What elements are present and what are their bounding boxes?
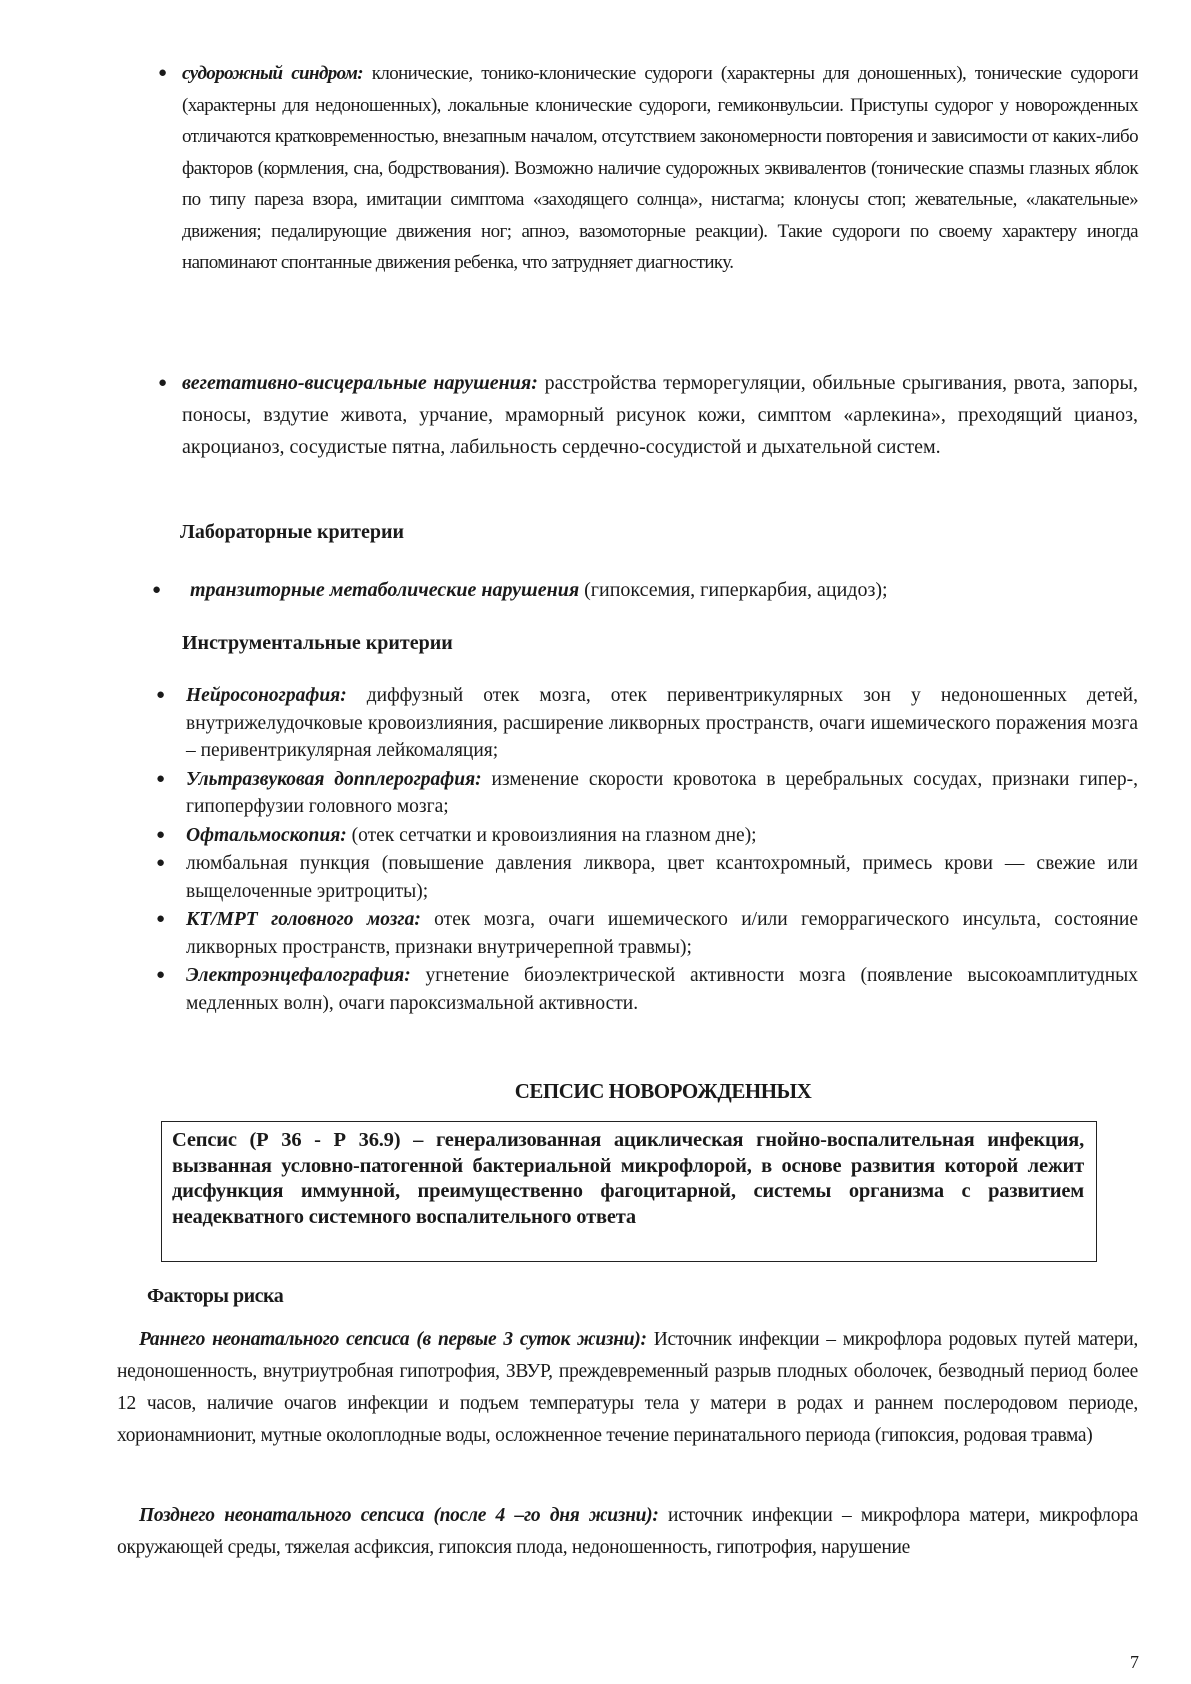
list-item bbox=[156, 850, 1138, 905]
early-text: Источник инфекции – микрофлора родовых путей матери, недоношенность, внутриутробная гипотрофия, ЗВУР, преждевременный разрыв плодных оболочек, безводный период более 12 часов, наличие очагов инфекции и подъем температуры тела у матери в родах и раннем послеродовом периоде, хорионамнионит, мутные околоплодные воды, осложненное течение перинатального периода (гипоксия, родовая травма) bbox=[117, 1329, 1138, 1446]
definition-box: Сепсис (Р 36 - Р 36.9) – генерализованная ациклическая гнойно-воспалительная инфекция, вызванная условно-патогенной бактериальной микрофлорой, в основе развития которой лежит дисфункция иммунной, преимущественно фагоцитарной, системы организма с развитием неадекватного системного воспалительного ответа bbox=[161, 1121, 1097, 1262]
instrumental-criteria-heading: Инструментальные критерии bbox=[182, 632, 453, 654]
instrumental-list bbox=[156, 682, 1138, 1018]
item-label: Офтальмоскопия: bbox=[186, 824, 347, 846]
lab-text: (гипоксемия, гиперкарбия, ацидоз); bbox=[579, 579, 888, 601]
early-sepsis-paragraph bbox=[117, 1324, 1138, 1452]
list-item bbox=[156, 766, 1138, 821]
convulsive-syndrome-item bbox=[158, 58, 1139, 279]
list-item bbox=[156, 682, 1138, 765]
item-text: люмбальная пункция (повышение давления ликвора, цвет ксантохромный, примесь крови — свежие или выщелоченные эритроциты); bbox=[186, 853, 1138, 902]
list-item bbox=[156, 962, 1138, 1017]
lab-criteria-item bbox=[152, 575, 1140, 607]
bullet-icon: ● bbox=[156, 967, 166, 983]
item-text: отек мозга, очаги ишемического и/или геморрагического инсульта, состояние ликворных пространств, признаки внутричерепной травмы); bbox=[186, 909, 1138, 958]
item-text: диффузный отек мозга, отек перивентрикулярных зон у недоношенных детей, внутрижелудочковые кровоизлияния, расширение ликворных пространств, очаги ишемического поражения мозга – перивентрикулярная лейкомаляция; bbox=[186, 685, 1138, 761]
vegetative-item bbox=[158, 367, 1138, 463]
bullet-icon: ● bbox=[158, 65, 167, 81]
convulsive-text: клонические, тонико-клонические судороги (характерны для доношенных), тонические судороги (характерны для недоношенных), локальные клонические судороги, гемиконвульсии. Приступы судорог у новорожденных отличаются кратковременностью, внезапным началом, отсутствием закономерности повторения и зависимости от каких-либо факторов (кормления, сна, бодрствования). Возможно наличие судорожных эквивалентов (тонические спазмы глазных яблок по типу пареза взора, имитации симптома «заходящего солнца», нистагма; клонусы стоп; жевательные, «лакательные» движения; педалирующие движения ног; апноэ, вазомоторные реакции). Такие судороги по своему характеру иногда напоминают спонтанные движения ребенка, что затрудняет диагностику. bbox=[182, 63, 1139, 273]
late-text: источник инфекции – микрофлора матери, микрофлора окружающей среды, тяжелая асфиксия, гипоксия плода, недоношенность, гипотрофия, нарушение bbox=[117, 1505, 1138, 1558]
item-text: угнетение биоэлектрической активности мозга (появление высокоамплитудных медленных волн), очаги пароксизмальной активности. bbox=[186, 965, 1138, 1014]
bullet-icon: ● bbox=[156, 687, 166, 703]
page-number: 7 bbox=[1130, 1652, 1139, 1672]
bullet-icon: ● bbox=[156, 911, 166, 927]
bullet-icon: ● bbox=[158, 375, 168, 391]
item-label: КТ/МРТ головного мозга: bbox=[186, 909, 421, 930]
list-item bbox=[156, 822, 1138, 850]
item-text: (отек сетчатки и кровоизлияния на глазном дне); bbox=[346, 824, 757, 846]
list-item bbox=[156, 906, 1138, 961]
vegetative-label: вегетативно-висцеральные нарушения: bbox=[182, 372, 538, 394]
bullet-icon: ● bbox=[152, 582, 162, 598]
late-label: Позднего неонатального сепсиса (после 4 –го дня жизни): bbox=[139, 1505, 659, 1526]
lab-label: транзиторные метаболические нарушения bbox=[190, 579, 580, 601]
risk-factors-heading: Факторы риска bbox=[147, 1285, 284, 1307]
early-label: Раннего неонатального сепсиса (в первые 3 суток жизни): bbox=[139, 1329, 647, 1350]
convulsive-label: судорожный синдром: bbox=[182, 63, 364, 84]
item-label: Электроэнцефалография: bbox=[186, 965, 411, 986]
item-text: изменение скорости кровотока в церебральных сосудах, признаки гипер-, гипоперфузии головного мозга; bbox=[186, 768, 1138, 817]
bullet-icon: ● bbox=[156, 770, 166, 787]
vegetative-text: расстройства терморегуляции, обильные срыгивания, рвота, запоры, поносы, вздутие живота, урчание, мраморный рисунок кожи, симптом «арлекина», преходящий цианоз, акроцианоз, сосудистые пятна, лабильность сердечно-сосудистой и дыхательной систем. bbox=[182, 372, 1138, 458]
lab-criteria-heading: Лабораторные критерии bbox=[180, 521, 404, 543]
late-sepsis-paragraph bbox=[117, 1500, 1138, 1564]
section-title: СЕПСИС НОВОРОЖДЕННЫХ bbox=[514, 1079, 812, 1103]
item-label: Нейросонография: bbox=[186, 685, 347, 706]
bullet-icon: ● bbox=[156, 855, 166, 871]
item-label: Ультразвуковая допплерография: bbox=[186, 768, 482, 790]
bullet-icon: ● bbox=[156, 826, 166, 843]
